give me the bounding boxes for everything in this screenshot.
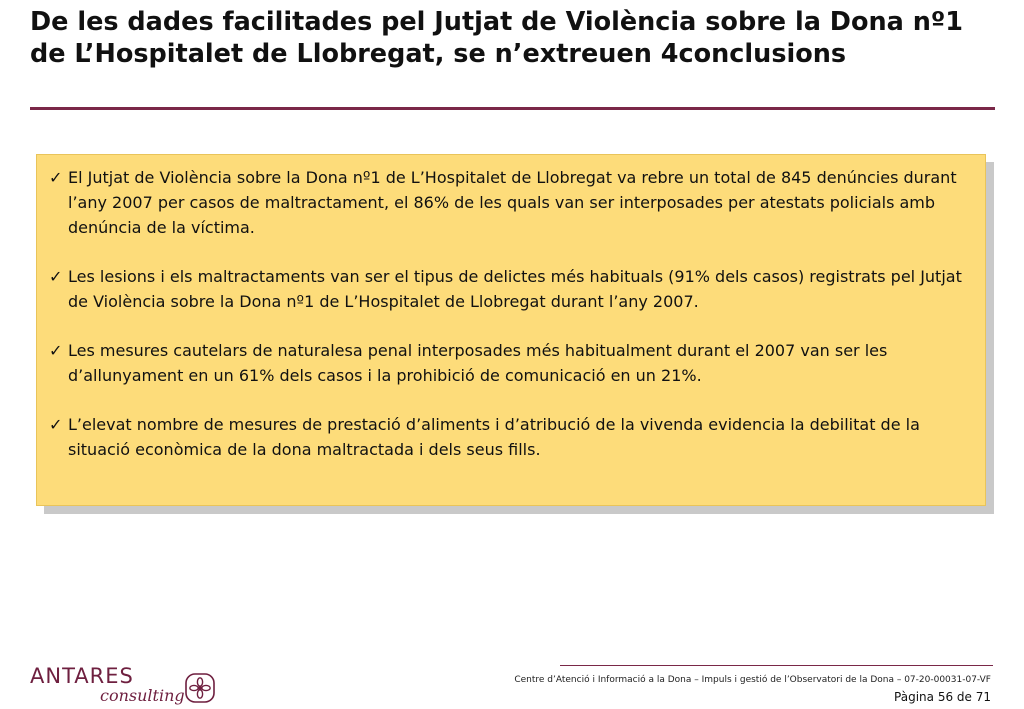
title-divider xyxy=(30,107,995,110)
conclusions-list xyxy=(37,155,985,462)
footer-divider xyxy=(560,665,993,666)
conclusion-text: El Jutjat de Violència sobre la Dona nº1 de L’Hospitalet de Llobregat va rebre un total de 845 denúncies durant l’any 2007 per casos de maltractament, el 86% de les quals van ser interposades per atestats policials amb denúncia de la víctima. xyxy=(68,168,957,237)
conclusion-text: Les lesions i els maltractaments van ser el tipus de delictes més habituals (91% dels casos) registrats pel Jutjat de Violència sobre la Dona nº1 de L’Hospitalet de Llobregat durant l’any 2007. xyxy=(68,267,962,311)
flower-emblem-icon xyxy=(185,673,215,703)
checkmark-icon: ✓ xyxy=(49,415,63,434)
footer-reference: Centre d’Atenció i Informació a la Dona – Impuls i gestió de l’Observatori de la Dona – 07-20-00031-07-VF xyxy=(514,675,991,685)
checkmark-icon: ✓ xyxy=(49,267,63,286)
logo-wordmark: ANTARES xyxy=(30,664,134,688)
conclusion-item-4 xyxy=(49,412,965,462)
conclusions-panel xyxy=(36,154,986,506)
conclusion-text: L’elevat nombre de mesures de prestació d’aliments i d’atribució de la vivenda evidencia la debilitat de la situació econòmica de la dona maltractada i dels seus fills. xyxy=(68,415,920,459)
conclusion-text: Les mesures cautelars de naturalesa penal interposades més habitualment durant el 2007 van ser les d’allunyament en un 61% dels casos i la prohibició de comunicació en un 21%. xyxy=(68,341,888,385)
conclusion-item-2 xyxy=(49,264,965,314)
checkmark-icon: ✓ xyxy=(49,168,63,187)
checkmark-icon: ✓ xyxy=(49,341,63,360)
logo-tagline: consulting xyxy=(100,686,185,705)
page-title: De les dades facilitades pel Jutjat de Violència sobre la Dona nº1 de L’Hospitalet de Llobregat, se n’extreuen 4conclusions xyxy=(30,7,963,69)
conclusion-item-3 xyxy=(49,338,965,388)
page-number: Pàgina 56 de 71 xyxy=(894,690,991,704)
conclusion-item-1 xyxy=(49,165,965,240)
